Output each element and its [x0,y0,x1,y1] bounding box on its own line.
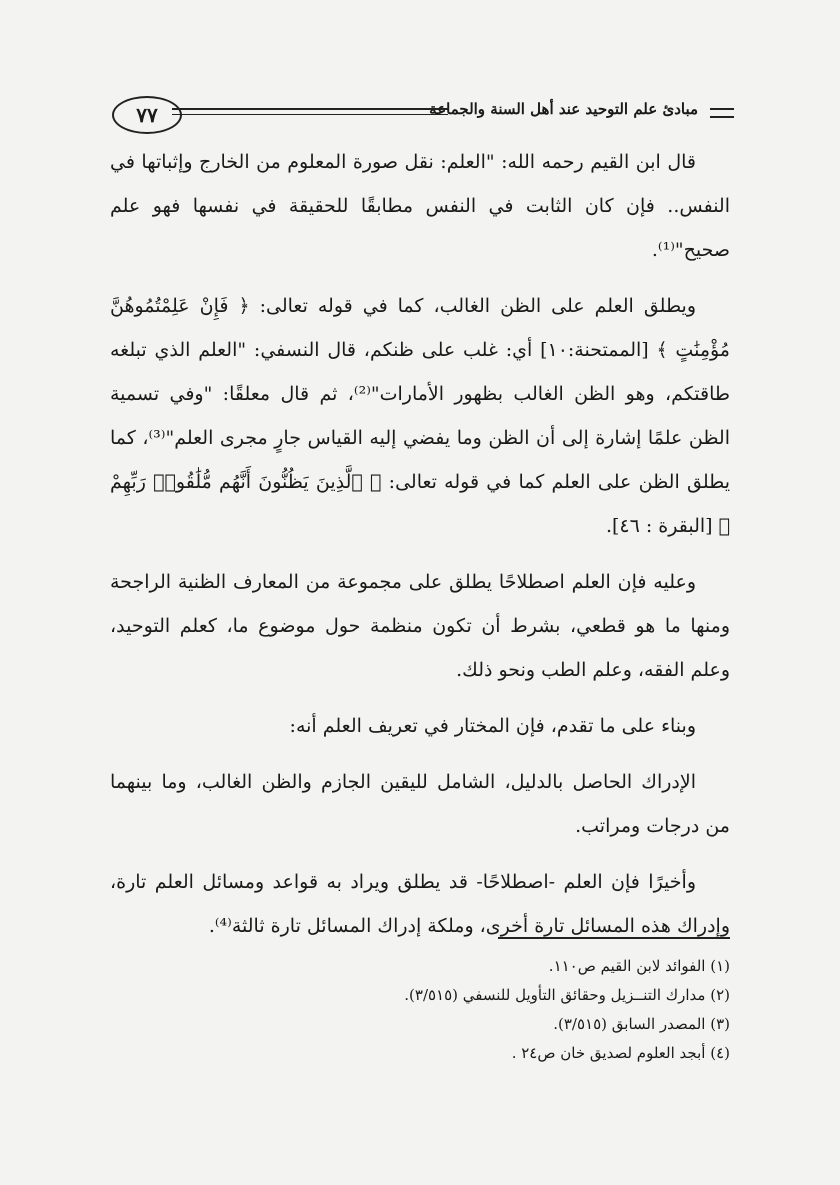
definition-paragraph: الإدراك الحاصل بالدليل، الشامل لليقين الجازم والظن الغالب، وما بينهما من درجات ومراتب. [110,771,730,837]
footnote: (٤) أبجد العلوم لصديق خان ص٢٤ . [511,1044,730,1062]
paragraph: وعليه فإن العلم اصطلاحًا يطلق على مجموعة من المعارف الظنية الراجحة ومنها ما هو قطعي، بشرط أن تكون منظمة حول موضوع ما، كعلم التوحيد، وعلم الفقه، وعلم الطب ونحو ذلك. [110,571,730,681]
header-rule [172,108,448,115]
footnote: (١) الفوائد لابن القيم ص١١٠. [548,957,730,975]
footnote: (٣) المصدر السابق (٣/٥١٥). [553,1015,730,1033]
footnote: (٢) مدارك التنــزيل وحقائق التأويل للنسفي (٣/٥١٥). [404,986,730,1004]
header-ornament [710,108,734,118]
header-title: مبادئ علم التوحيد عند أهل السنة والجماعة [429,100,698,118]
paragraph: وبناء على ما تقدم، فإن المختار في تعريف العلم أنه: [289,715,696,737]
paragraph: وأخيرًا فإن العلم -اصطلاحًا- قد يطلق ويراد به قواعد ومسائل العلم تارة، وإدراك هذه المسائل تارة أخرى، وملكة إدراك المسائل تارة ثالثة⁽⁴⁾. [110,871,730,937]
running-header [112,96,734,140]
paragraph: ويطلق العلم على الظن الغالب، كما في قوله تعالى: ﴿ فَإِنْ عَلِمْتُمُوهُنَّ مُؤْمِنَٰتٍ ﴾ [الممتحنة:١٠] أي: غلب على ظنكم، قال النسفي: "العلم الذي تبلغه طاقتكم، وهو الظن الغالب بظهور الأمارات"⁽²⁾، ثم قال معلقًا: "وفي تسمية الظن علمًا إشارة إلى أن الظن وما يفضي إليه القياس جارٍ مجرى العلم"⁽³⁾، كما يطلق الظن على العلم كما في قوله تعالى: ﴿ ٱلَّذِينَ يَظُنُّونَ أَنَّهُم مُّلَٰقُوا۟ رَبِّهِمْ ﴾ [البقرة : ٤٦]. [110,295,730,537]
page-number: ٧٧ [112,96,182,134]
paragraph: قال ابن القيم رحمه الله: "العلم: نقل صورة المعلوم من الخارج وإثباتها في النفس.. فإن كان الثابت في النفس مطابقًا للحقيقة في نفسها فهو علم صحيح"⁽¹⁾. [110,151,730,261]
main-text [110,140,730,960]
footnote-separator [498,937,730,939]
footnotes [110,952,730,1068]
